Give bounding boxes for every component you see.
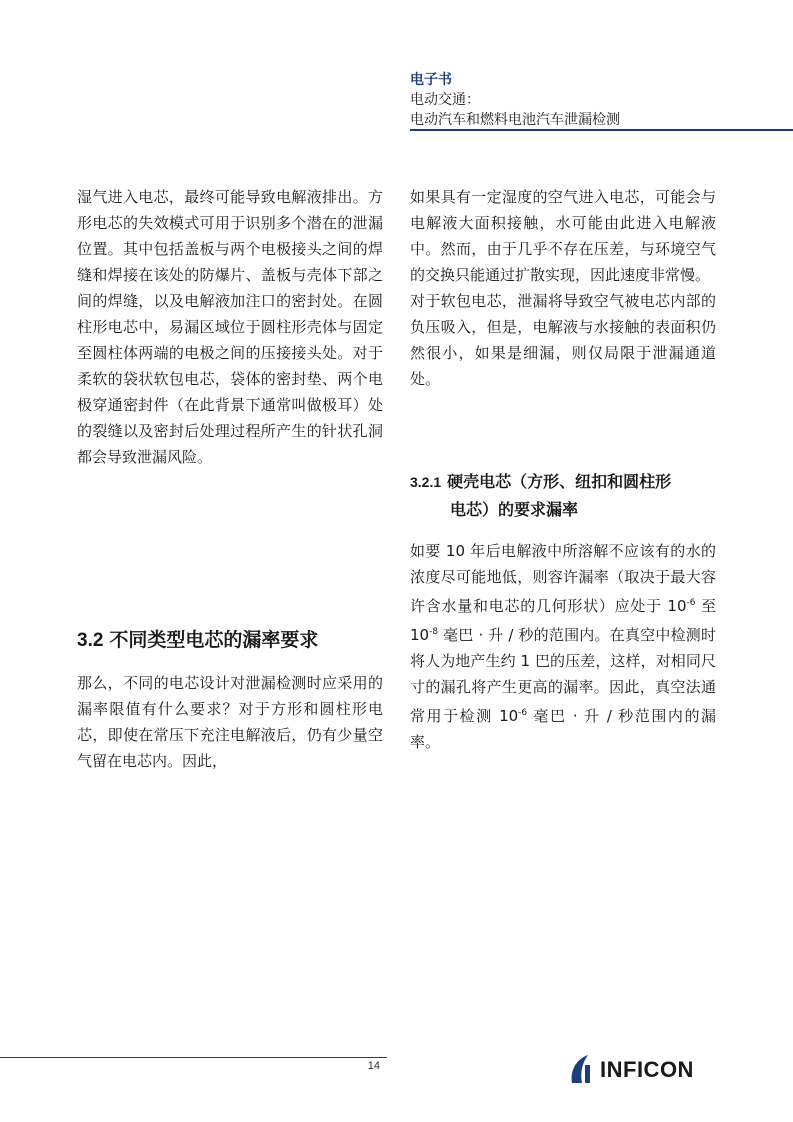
p3-text-d: 毫巴 · 升 / 秒范围内的漏率。: [410, 707, 716, 751]
section-heading-3-2: [77, 626, 387, 655]
right-paragraph-2: 对于软包电芯，泄漏将导致空气被电芯内部的负压吸入，但是，电解液与水接触的表面积仍然很小，如果是细漏，则仅局限于泄漏通道处。: [410, 292, 716, 388]
subsection-title-line-1: 硬壳电芯（方形、纽扣和圆柱形: [447, 472, 672, 491]
page-number: 14: [367, 1060, 380, 1072]
p3-text-c: 毫巴 · 升 / 秒的范围内。在真空中检测时将人为地产生约 1 巴的压差，这样，对相同尺寸的漏孔将产生更高的漏率。因此，真空法通常用于检测 10: [410, 626, 716, 725]
header-line-2: 电动汽车和燃料电池汽车泄漏检测: [410, 112, 620, 128]
section-title: 不同类型电芯的漏率要求: [109, 629, 319, 651]
logo-wordmark: INFICON: [600, 1057, 694, 1082]
inficon-logo-icon: [568, 1053, 596, 1087]
header-title: 电子书: [410, 72, 452, 88]
right-paragraph-3: [410, 538, 716, 755]
subsection-title-line-2: 电芯）的要求漏率: [450, 500, 579, 519]
inficon-logo: [568, 1050, 694, 1090]
left-column: [77, 184, 383, 470]
running-header: [410, 70, 720, 130]
p3-text-b: 至 10: [410, 597, 716, 644]
p3-exponent-1: -6: [686, 598, 696, 608]
right-column-lower: [410, 538, 716, 755]
right-paragraph-1: 如果具有一定湿度的空气进入电芯，可能会与电解液大面积接触，水可能由此进入电解液中。然而，由于几乎不存在压差，与环境空气的交换只能通过扩散实现，因此速度非常慢。: [410, 188, 716, 284]
p3-exponent-3: -6: [518, 708, 528, 718]
left-column-lower: [77, 670, 383, 774]
p3-text-a: 如要 10 年后电解液中所溶解不应该有的水的浓度尽可能地低，则容许漏率（取决于最大容许含水量和电芯的几何形状）应处于 10: [410, 542, 716, 615]
p3-exponent-2: -8: [429, 627, 439, 637]
left-paragraph-2: 那么，不同的电芯设计对泄漏检测时应采用的漏率限值有什么要求？对于方形和圆柱形电芯，即使在常压下充注电解液后，仍有少量空气留在电芯内。因此，: [77, 674, 383, 770]
section-number: 3.2: [77, 630, 104, 651]
header-divider: [410, 129, 793, 131]
right-column: [410, 184, 716, 392]
left-paragraph-1: 湿气进入电芯，最终可能导致电解液排出。方形电芯的失效模式可用于识别多个潜在的泄漏位置。其中包括盖板与两个电极接头之间的焊缝和焊接在该处的防爆片、盖板与壳体下部之间的焊缝，以及电解液加注口的密封处。在圆柱形电芯中，易漏区域位于圆柱形壳体与固定至圆柱体两端的电极之间的压接接头处。对于柔软的袋状软包电芯，袋体的密封垫、两个电极穿通密封件（在此背景下通常叫做极耳）处的裂缝以及密封后处理过程所产生的针状孔洞都会导致泄漏风险。: [77, 188, 383, 466]
footer-divider: [0, 1057, 387, 1058]
subsection-number: 3.2.1: [410, 474, 442, 490]
subsection-heading-3-2-1: [410, 468, 720, 524]
header-line-1: 电动交通：: [410, 92, 480, 108]
